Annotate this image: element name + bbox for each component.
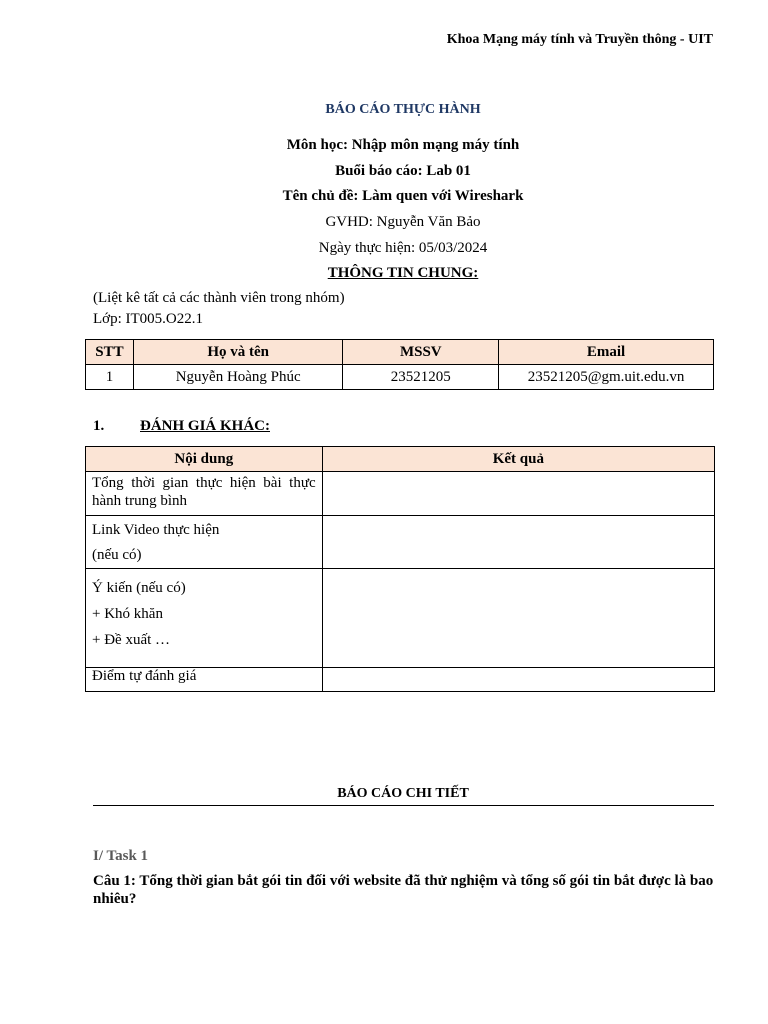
table-row [86, 365, 714, 390]
eval-result-time[interactable] [322, 472, 714, 516]
header-content: Nội dung [86, 447, 323, 472]
eval-video-line-2: (nếu có) [92, 547, 142, 563]
eval-result-video[interactable] [322, 516, 714, 569]
table-row [86, 668, 715, 692]
members-header-row [86, 340, 714, 365]
question-text: Câu 1: Tổng thời gian bắt gói tin đối với website đã thử nghiệm và tổng số gói tin bắt được là bao nhiêu? [93, 873, 714, 907]
faculty-header: Khoa Mạng máy tính và Truyền thông - UIT [446, 32, 713, 47]
eval-content-opinion [86, 569, 323, 668]
course-name: Môn học: Nhập môn mạng máy tính [286, 137, 520, 153]
eval-score-text: Điểm tự đánh giá [92, 668, 197, 684]
eval-content-video [86, 516, 323, 569]
member-email: 23521205@gm.uit.edu.vn [499, 365, 714, 390]
evaluation-header-row [86, 447, 715, 472]
instructor-name: GVHD: Nguyễn Văn Bảo [325, 214, 481, 230]
eval-video-line-1: Link Video thực hiện [92, 522, 220, 538]
member-name: Nguyễn Hoàng Phúc [133, 365, 342, 390]
table-row [86, 516, 715, 569]
members-table [85, 339, 714, 390]
evaluation-heading: ĐÁNH GIÁ KHÁC: [140, 418, 270, 434]
eval-opinion-line-3: + Đề xuất … [92, 632, 171, 648]
detail-divider [93, 805, 714, 806]
header-email: Email [499, 340, 714, 365]
general-info-heading: THÔNG TIN CHUNG: [327, 265, 479, 281]
report-date: Ngày thực hiện: 05/03/2024 [318, 240, 488, 256]
member-stt: 1 [86, 365, 134, 390]
eval-content-time [86, 472, 323, 516]
table-row [86, 569, 715, 668]
table-row [86, 472, 715, 516]
eval-content-score [86, 668, 323, 692]
report-title: BÁO CÁO THỰC HÀNH [325, 102, 481, 117]
eval-result-opinion[interactable] [322, 569, 714, 668]
eval-time-text: Tổng thời gian thực hiện bài thực hành trung bình [92, 475, 316, 509]
task-heading: I/ Task 1 [93, 848, 149, 864]
eval-opinion-line-1: Ý kiến (nếu có) [92, 580, 186, 596]
class-label: Lớp: IT005.O22.1 [93, 311, 204, 327]
header-student-id: MSSV [343, 340, 499, 365]
eval-opinion-line-2: + Khó khăn [92, 606, 163, 622]
evaluation-table [85, 446, 715, 692]
header-result: Kết quả [322, 447, 714, 472]
topic-title: Tên chủ đề: Làm quen với Wireshark [282, 188, 524, 204]
eval-result-score[interactable] [322, 668, 714, 692]
members-note: (Liệt kê tất cả các thành viên trong nhóm) [93, 290, 345, 306]
header-stt: STT [86, 340, 134, 365]
detail-heading: BÁO CÁO CHI TIẾT [337, 786, 469, 801]
report-session: Buổi báo cáo: Lab 01 [335, 163, 471, 179]
member-student-id: 23521205 [343, 365, 499, 390]
header-fullname: Họ và tên [133, 340, 342, 365]
evaluation-number: 1. [93, 418, 105, 434]
